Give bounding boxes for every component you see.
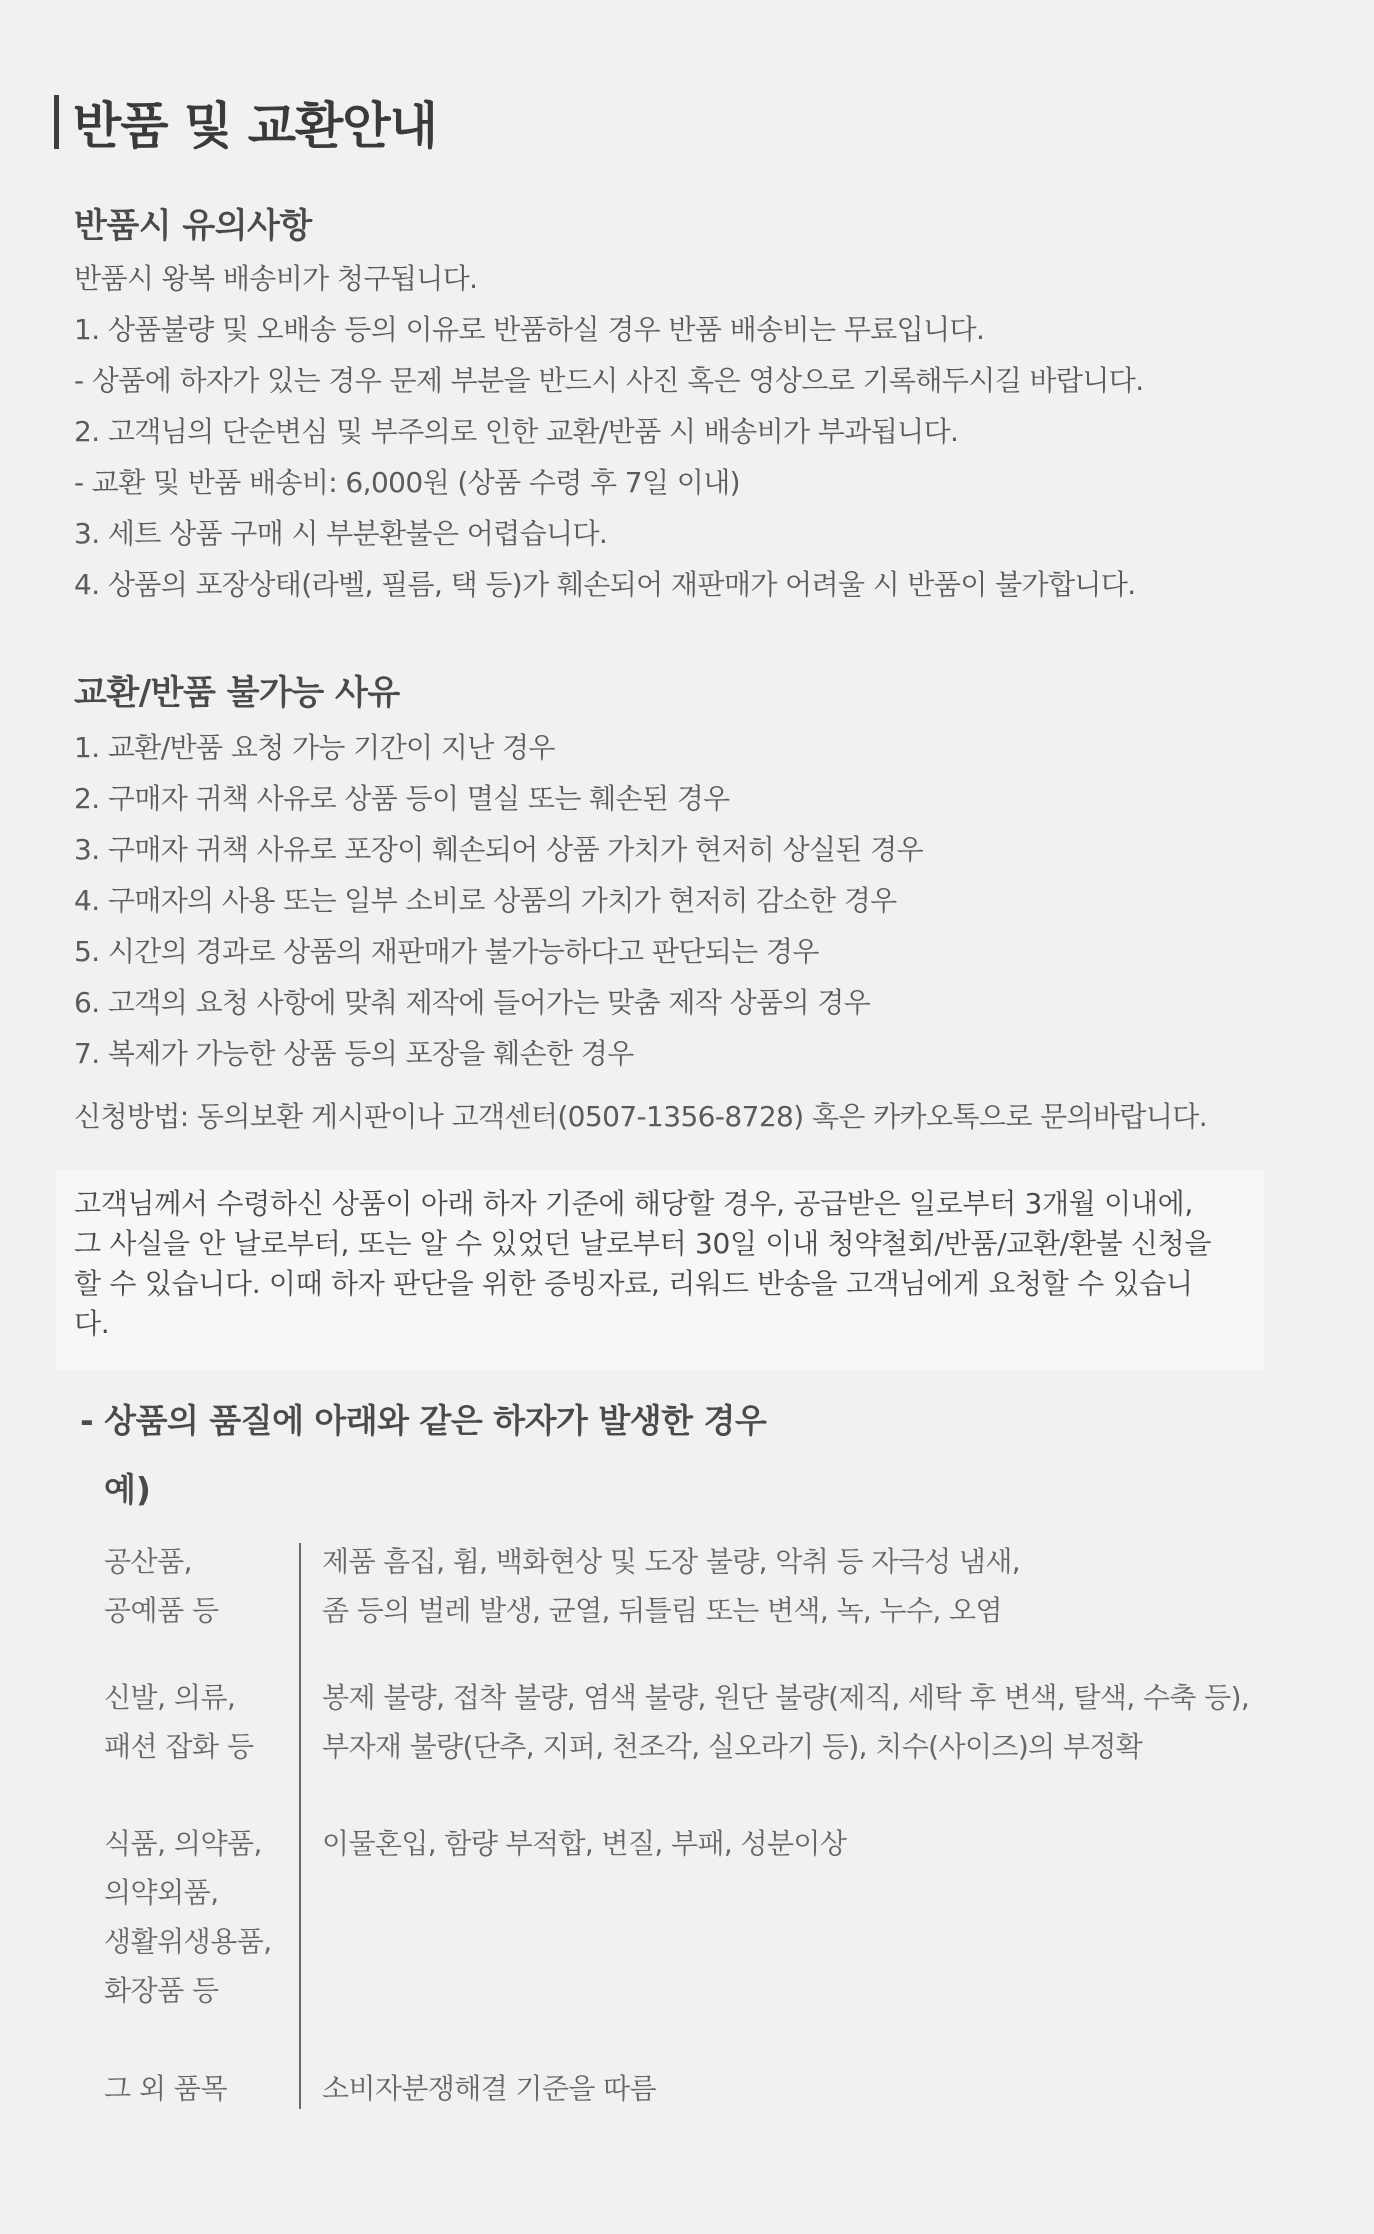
list-item: 6. 고객의 요청 사항에 맞춰 제작에 들어가는 맞춤 제작 상품의 경우	[74, 986, 871, 1019]
list-item: 2. 구매자 귀책 사유로 상품 등이 멸실 또는 훼손된 경우	[74, 782, 730, 815]
category-line: 생활위생용품,	[104, 1925, 272, 1958]
category-line: 의약외품,	[104, 1876, 219, 1909]
unavailable-list	[74, 722, 923, 1079]
notice-box	[56, 1170, 1264, 1370]
defect-description	[322, 1537, 1020, 1635]
defect-category	[104, 1673, 254, 1771]
list-item: 1. 교환/반품 요청 가능 기간이 지난 경우	[74, 731, 555, 764]
title-accent-bar	[54, 95, 59, 149]
page-title	[54, 92, 437, 155]
list-item: 3. 구매자 귀책 사유로 포장이 훼손되어 상품 가치가 현저히 상실된 경우	[74, 833, 924, 866]
example-label: 예)	[104, 1470, 151, 1509]
description-line: 이물혼입, 함량 부적합, 변질, 부패, 성분이상	[322, 1827, 847, 1860]
return-notes-list	[74, 253, 1144, 610]
description-line: 좀 등의 벌레 발생, 균열, 뒤틀림 또는 변색, 녹, 누수, 오염	[322, 1594, 1002, 1627]
list-item: 4. 구매자의 사용 또는 일부 소비로 상품의 가치가 현저히 감소한 경우	[74, 884, 897, 917]
category-line: 패션 잡화 등	[104, 1730, 254, 1763]
defect-description	[322, 1819, 846, 1868]
category-line: 신발, 의류,	[104, 1681, 236, 1714]
table-divider	[299, 1543, 301, 2109]
category-line: 그 외 품목	[104, 2072, 227, 2105]
notice-text: 고객님께서 수령하신 상품이 아래 하자 기준에 해당할 경우, 공급받은 일로부터 3개월 이내에, 그 사실을 안 날로부터, 또는 알 수 있었던 날로부터 30일 이내 청약철회/반품/교환/환불 신청을 할 수 있습니다. 이때 하자 판단을 위한 증빙자료, 리워드 반송을 고객님에게 요청할 수 있습니다.	[74, 1187, 1212, 1340]
defect-description	[322, 1673, 1249, 1771]
list-item: 반품시 왕복 배송비가 청구됩니다.	[74, 262, 478, 295]
page-title-text: 반품 및 교환안내	[73, 97, 437, 155]
list-item: 2. 고객님의 단순변심 및 부주의로 인한 교환/반품 시 배송비가 부과됩니다.	[74, 415, 959, 448]
list-item: - 교환 및 반품 배송비: 6,000원 (상품 수령 후 7일 이내)	[74, 466, 740, 499]
unavailable-heading: 교환/반품 불가능 사유	[74, 673, 400, 713]
category-line: 공예품 등	[104, 1594, 219, 1627]
defect-category	[104, 1537, 219, 1635]
list-item: 4. 상품의 포장상태(라벨, 필름, 택 등)가 훼손되어 재판매가 어려울 시 반품이 불가합니다.	[74, 568, 1136, 601]
category-line: 식품, 의약품,	[104, 1827, 262, 1860]
apply-method: 신청방법: 동의보환 게시판이나 고객센터(0507-1356-8728) 혹은 카카오톡으로 문의바랍니다.	[74, 1100, 1208, 1133]
list-item: 1. 상품불량 및 오배송 등의 이유로 반품하실 경우 반품 배송비는 무료입니다.	[74, 313, 985, 346]
defects-heading: - 상품의 품질에 아래와 같은 하자가 발생한 경우	[80, 1401, 767, 1440]
list-item: - 상품에 하자가 있는 경우 문제 부분을 반드시 사진 혹은 영상으로 기록해두시길 바랍니다.	[74, 364, 1144, 397]
description-line: 소비자분쟁해결 기준을 따름	[322, 2072, 656, 2105]
defect-category	[104, 1819, 272, 2015]
list-item: 7. 복제가 가능한 상품 등의 포장을 훼손한 경우	[74, 1037, 634, 1070]
list-item: 5. 시간의 경과로 상품의 재판매가 불가능하다고 판단되는 경우	[74, 935, 819, 968]
description-line: 제품 흠집, 휨, 백화현상 및 도장 불량, 악취 등 자극성 냄새,	[322, 1545, 1021, 1578]
return-notes-heading: 반품시 유의사항	[74, 206, 312, 246]
defect-category	[104, 2064, 227, 2113]
defect-description	[322, 2064, 656, 2113]
category-line: 화장품 등	[104, 1974, 219, 2007]
category-line: 공산품,	[104, 1545, 193, 1578]
list-item: 3. 세트 상품 구매 시 부분환불은 어렵습니다.	[74, 517, 608, 550]
description-line: 봉제 불량, 접착 불량, 염색 불량, 원단 불량(제직, 세탁 후 변색, 탈색, 수축 등),	[322, 1681, 1250, 1714]
description-line: 부자재 불량(단추, 지퍼, 천조각, 실오라기 등), 치수(사이즈)의 부정확	[322, 1730, 1143, 1763]
